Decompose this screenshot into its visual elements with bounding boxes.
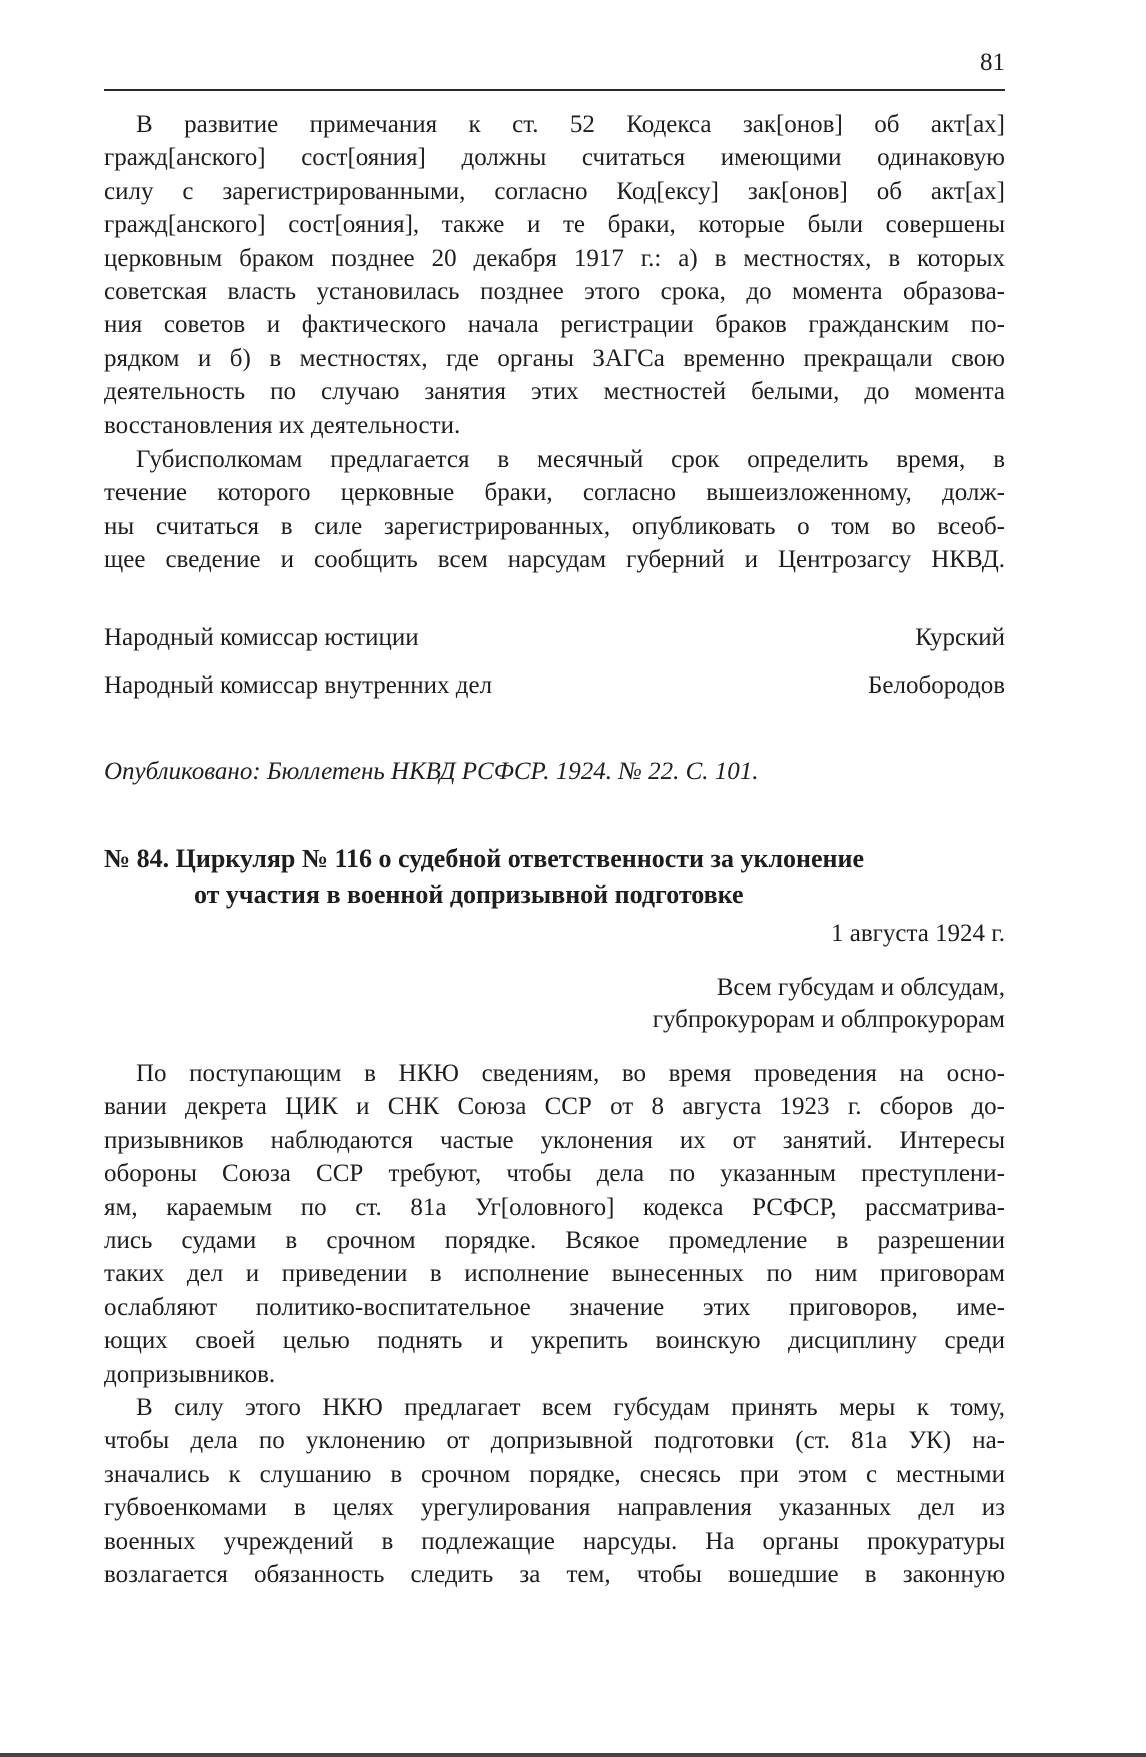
paragraph-3 — [104, 1057, 1005, 1391]
text-line: течение которого церковные браки, согласно вышеизложенному, долж- — [104, 479, 1005, 507]
text-line: В развитие примечания к ст. 52 Кодекса зак[онов] об акт[ах] — [136, 111, 1005, 138]
text-line: церковным браком позднее 20 декабря 1917 г.: а) в местностях, в которых — [104, 244, 1005, 272]
paragraph-1 — [104, 108, 1005, 442]
heading-line-1: № 84. Циркуляр № 116 о судебной ответственности за уклонение — [104, 844, 865, 873]
text-line: В силу этого НКЮ предлагает всем губсудам принять меры к тому, — [136, 1394, 1005, 1421]
text-line: силу с зарегистрированными, согласно Код[ексу] зак[онов] об акт[ах] — [104, 177, 1005, 205]
signature-row — [104, 669, 1005, 702]
text-line: губвоенкомами в целях урегулирования направления указанных дел из — [104, 1494, 1005, 1522]
signature-name: Курский — [915, 624, 1005, 651]
text-line: значались к слушанию в срочном порядке, снесясь при этом с местными — [104, 1460, 1005, 1488]
text-line: вании декрета ЦИК и СНК Союза ССР от 8 августа 1923 г. сборов до- — [104, 1093, 1005, 1121]
document-heading — [104, 841, 1005, 913]
page-bottom-edge — [0, 1753, 1146, 1757]
text-line: обороны Союза ССР требуют, чтобы дела по указанным преступлени- — [104, 1160, 1005, 1188]
text-line: гражд[анского] сост[ояния], также и те браки, которые были совершены — [104, 211, 1005, 239]
text-line: допризывников. — [104, 1360, 276, 1388]
publication-source: Опубликовано: Бюллетень НКВД РСФСР. 1924. № 22. С. 101. — [104, 758, 759, 785]
text-line: возлагается обязанность следить за тем, чтобы вошедшие в законную — [104, 1560, 1005, 1588]
signature-row — [104, 621, 1005, 654]
text-line: призывников наблюдаются частые уклонения их от занятий. Интересы — [104, 1126, 1005, 1154]
text-line: советская власть установилась позднее этого срока, до момента образова- — [104, 277, 1005, 305]
text-line: Губисполкомам предлагается в месячный срок определить время, в — [136, 446, 1005, 473]
addressee-line: губпрокурорам и облпрокурорам — [652, 1006, 1005, 1033]
signature-title: Народный комиссар внутренних дел — [104, 672, 493, 699]
text-line: таких дел и приведении в исполнение вынесенных по ним приговорам — [104, 1260, 1005, 1288]
paragraph-2 — [104, 443, 1005, 577]
addressee-line: Всем губсудам и облсудам, — [716, 974, 1005, 1001]
text-line: ям, караемым по ст. 81а Уг[оловного] кодекса РСФСР, рассматрива- — [104, 1193, 1005, 1221]
addressee — [104, 972, 1005, 1036]
page-number: 81 — [980, 49, 1005, 76]
signature-name: Белобородов — [868, 672, 1005, 699]
text-line: ны считаться в силе зарегистрированных, опубликовать о том во всеоб- — [104, 512, 1005, 540]
paragraph-4 — [104, 1391, 1005, 1591]
signature-title: Народный комиссар юстиции — [104, 624, 419, 651]
text-line: деятельность по случаю занятия этих местностей белыми, до момента — [104, 378, 1005, 406]
text-line: По поступающим в НКЮ сведениям, во время проведения на осно- — [136, 1060, 1005, 1087]
text-line: рядком и б) в местностях, где органы ЗАГСа временно прекращали свою — [104, 344, 1005, 372]
heading-line-2: от участия в военной допризывной подготовке — [194, 880, 744, 909]
text-line: гражд[анского] сост[ояния] должны считаться имеющими одинаковую — [104, 144, 1005, 172]
text-line: чтобы дела по уклонению от допризывной подготовки (ст. 81а УК) на- — [104, 1427, 1005, 1455]
text-line: ния советов и фактического начала регистрации браков гражданским по- — [104, 311, 1005, 339]
text-line: ющих своей целью поднять и укрепить воинскую дисциплину среди — [104, 1327, 1005, 1355]
text-line: щее сведение и сообщить всем нарсудам губерний и Центрозагсу НКВД. — [104, 546, 1005, 574]
text-line: восстановления их деятельности. — [104, 411, 461, 439]
header-rule — [104, 89, 1005, 91]
text-line: лись судами в срочном порядке. Всякое промедление в разрешении — [104, 1226, 1005, 1254]
document-date: 1 августа 1924 г. — [830, 920, 1005, 947]
text-line: ослабляют политико-воспитательное значение этих приговоров, име- — [104, 1293, 1005, 1321]
text-line: военных учреждений в подлежащие нарсуды. На органы прокуратуры — [104, 1527, 1005, 1555]
